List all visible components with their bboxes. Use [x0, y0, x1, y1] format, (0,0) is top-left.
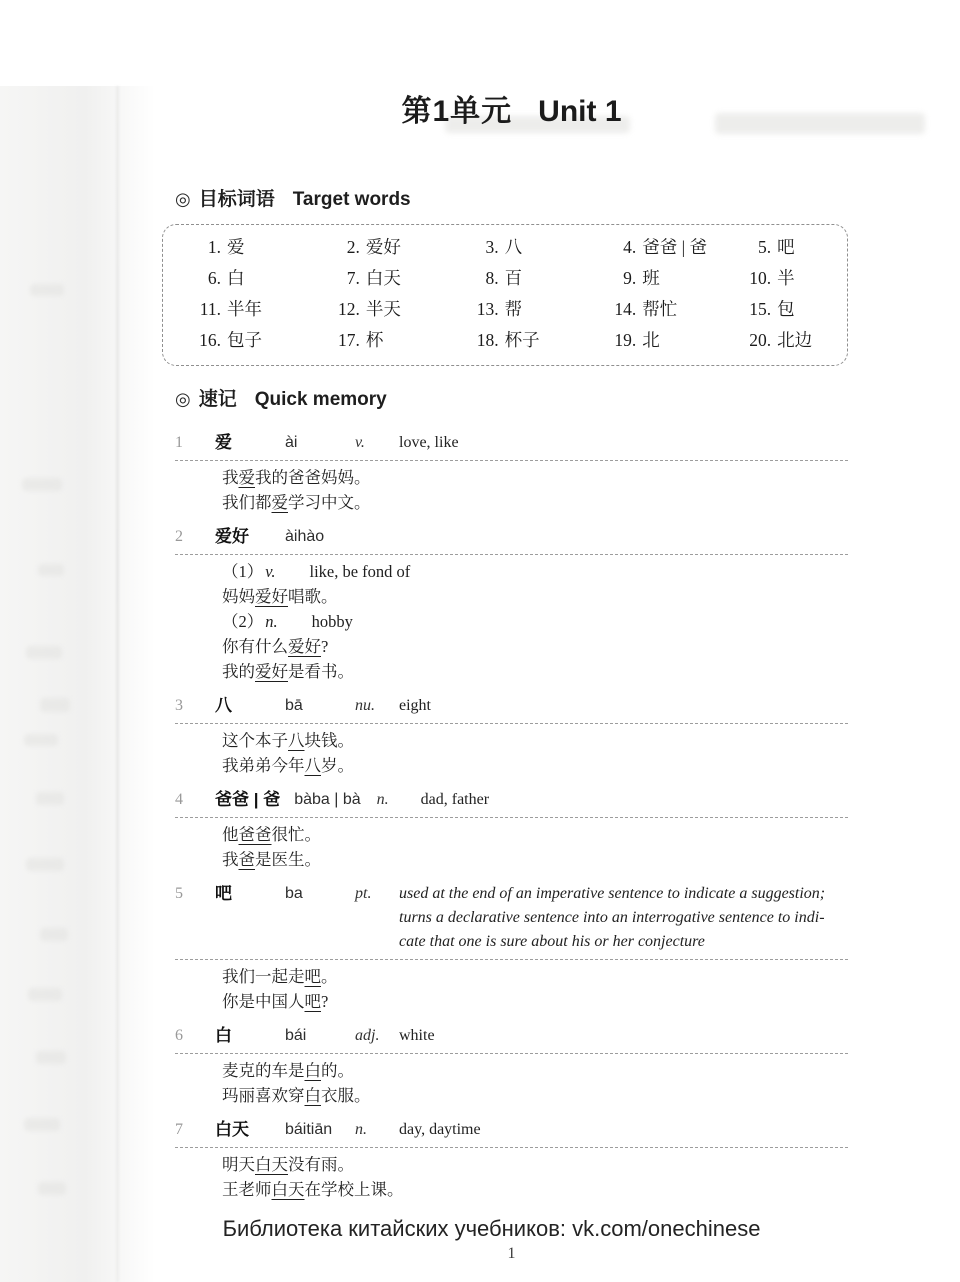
word-item [608, 327, 743, 354]
word-number: 6. [207, 268, 221, 288]
word-number: 20. [749, 330, 772, 350]
entry-header [175, 882, 848, 957]
entry-meaning: day, daytime [399, 1121, 481, 1138]
text-segment: 衣服。 [321, 1086, 371, 1105]
entry-number: 6 [175, 1027, 183, 1044]
word-item [193, 265, 332, 292]
section-target-words-heading [175, 184, 848, 211]
example-sentence [222, 964, 848, 989]
bleed-through-artifact [40, 928, 68, 941]
scan-left-margin [0, 86, 155, 1282]
word-number: 14. [614, 299, 637, 319]
quick-memory-entry [175, 788, 848, 878]
word-number: 15. [749, 299, 772, 319]
word-item [471, 296, 609, 323]
word-item [332, 265, 471, 292]
example-sentence [222, 634, 848, 659]
entry-number: 2 [175, 528, 183, 545]
entry-meaning-line: cate that one is sure about his or her conjecture [399, 933, 705, 950]
word-text: 包 [777, 299, 795, 319]
entry-pinyin: ài [285, 434, 298, 451]
word-text: 白天 [365, 268, 401, 288]
word-number: 12. [337, 299, 360, 319]
entry-meaning: love, like [399, 434, 459, 451]
entry-header [175, 431, 848, 458]
quick-memory-entry [175, 431, 848, 521]
bullseye-icon: ◎ [175, 189, 191, 209]
underlined-word: 爱好 [255, 662, 288, 681]
underlined-word: 白天 [255, 1155, 288, 1174]
entry-body [175, 724, 848, 784]
target-words-heading-zh: 目标词语 [198, 189, 275, 210]
word-number: 4. [623, 237, 637, 257]
entry-number: 5 [175, 885, 183, 902]
text-segment: 他 [222, 825, 239, 844]
word-item [743, 265, 833, 292]
text-segment: 妈妈 [222, 587, 255, 606]
text-segment: 你有什么 [222, 637, 288, 656]
word-text: 半天 [365, 299, 401, 319]
bleed-through-artifact [26, 858, 64, 871]
text-segment: 明天 [222, 1155, 255, 1174]
text-segment: ? [321, 637, 329, 656]
unit-title-zh: 第1单元 [401, 95, 513, 128]
word-text: 班 [642, 268, 660, 288]
entry-part-of-speech: adj. [355, 1027, 380, 1044]
word-item [193, 327, 332, 354]
entry-pinyin: ba [285, 885, 303, 902]
entry-part-of-speech: pt. [355, 885, 372, 902]
word-text: 八 [504, 237, 523, 257]
text-segment: 玛丽喜欢穿 [222, 1086, 305, 1105]
sense-label: （1） [222, 562, 264, 581]
word-text: 爸爸 | 爸 [642, 237, 707, 257]
word-number: 17. [337, 330, 360, 350]
word-text: 半年 [227, 299, 262, 319]
entry-meaning-line: used at the end of an imperative sentence to indicate a suggestion; [399, 885, 826, 902]
example-sentence [222, 1083, 848, 1108]
underlined-word: 爱好 [288, 637, 321, 656]
sense-line [222, 609, 848, 634]
entry-part-of-speech: nu. [355, 697, 375, 714]
entry-word: 白 [215, 1026, 232, 1045]
underlined-word: 爱好 [255, 587, 288, 606]
bleed-through-artifact [36, 1051, 66, 1064]
entry-meaning [399, 882, 848, 954]
bleed-through-artifact [26, 646, 62, 659]
bleed-through-artifact [28, 988, 62, 1001]
text-segment: 岁。 [321, 756, 354, 775]
text-segment: 王老师 [222, 1180, 272, 1199]
entry-pinyin: bàba | bà [294, 791, 361, 808]
target-words-grid [193, 234, 833, 354]
word-item [332, 234, 471, 261]
entry-header [175, 525, 848, 552]
word-number: 9. [623, 268, 637, 288]
example-sentence [222, 1152, 848, 1177]
section-quick-memory-heading [175, 384, 848, 411]
entry-body [175, 1054, 848, 1114]
entry-word: 爱 [215, 433, 232, 452]
entry-part-of-speech: v. [355, 434, 365, 451]
word-text: 帮 [504, 299, 523, 319]
word-number: 18. [476, 330, 499, 350]
text-segment: 我 [222, 468, 239, 487]
quick-memory-entries [175, 431, 848, 1208]
word-text: 包子 [227, 330, 262, 350]
word-number: 10. [749, 268, 772, 288]
word-text: 杯子 [504, 330, 540, 350]
word-number: 2. [346, 237, 360, 257]
entry-number: 4 [175, 791, 183, 808]
quick-memory-heading-zh: 速记 [198, 389, 237, 410]
underlined-word: 白 [304, 1061, 321, 1080]
bleed-through-artifact [40, 698, 70, 712]
word-item [332, 327, 471, 354]
example-sentence [222, 1177, 848, 1202]
underlined-word: 八 [304, 756, 321, 775]
text-segment: ? [321, 992, 329, 1011]
word-text: 爱 [227, 237, 245, 257]
word-number: 19. [614, 330, 637, 350]
word-item [743, 296, 833, 323]
entry-pinyin: báitiān [285, 1121, 333, 1138]
word-text: 白 [227, 268, 245, 288]
word-item [608, 296, 743, 323]
text-segment: 唱歌。 [288, 587, 338, 606]
word-item [608, 234, 743, 261]
entry-body [175, 461, 848, 521]
word-text: 爱好 [365, 237, 401, 257]
bleed-through-artifact [22, 478, 62, 491]
sense-gloss: hobby [311, 612, 353, 631]
entry-part-of-speech: n. [355, 1121, 367, 1138]
text-segment: 是医生。 [255, 850, 321, 869]
word-number: 3. [485, 237, 499, 257]
entry-header [175, 694, 848, 721]
footer-credit: Библиотека китайских учебников: vk.com/onechinese [222, 1216, 761, 1241]
entry-word: 爸爸 | 爸 [215, 790, 281, 809]
example-sentence [222, 753, 848, 778]
entry-part-of-speech: n. [376, 791, 389, 808]
entry-pinyin: bái [285, 1027, 307, 1044]
entry-header [175, 1024, 848, 1051]
page-content [175, 86, 848, 1263]
sense-part-of-speech: v. [265, 562, 276, 581]
entry-meaning: dad, father [420, 791, 490, 808]
text-segment: 我弟弟今年 [222, 756, 305, 775]
underlined-word: 吧 [304, 992, 321, 1011]
text-segment: 你是中国人 [222, 992, 305, 1011]
underlined-word: 八 [288, 731, 305, 750]
target-words-box [162, 224, 848, 366]
quick-memory-entry [175, 1118, 848, 1208]
word-text: 北 [642, 330, 660, 350]
entry-number: 1 [175, 434, 183, 451]
quick-memory-entry [175, 882, 848, 1020]
text-segment: 学习中文。 [288, 493, 371, 512]
entry-word: 八 [215, 696, 232, 715]
entry-body [175, 555, 848, 690]
page-edge-line [116, 86, 119, 1282]
sense-part-of-speech: n. [265, 612, 278, 631]
entry-body [175, 1148, 848, 1208]
word-number: 7. [346, 268, 360, 288]
entry-number: 7 [175, 1121, 183, 1138]
entry-word: 爱好 [215, 527, 249, 546]
word-text: 北边 [777, 330, 813, 350]
text-segment: 这个本子 [222, 731, 288, 750]
text-segment: 麦克的车是 [222, 1061, 305, 1080]
word-item [743, 234, 833, 261]
example-sentence [222, 728, 848, 753]
sense-gloss: like, be fond of [309, 562, 411, 581]
bleed-through-artifact [24, 1118, 60, 1131]
example-sentence [222, 1058, 848, 1083]
underlined-word: 爱 [238, 468, 255, 487]
entry-word: 吧 [215, 884, 232, 903]
text-segment: 在学校上课。 [304, 1180, 404, 1199]
underlined-word: 爸爸 [238, 825, 272, 844]
word-number: 13. [476, 299, 499, 319]
underlined-word: 爸 [238, 850, 255, 869]
word-text: 帮忙 [642, 299, 678, 319]
entry-header [175, 1118, 848, 1145]
entry-meaning: white [399, 1027, 435, 1044]
quick-memory-entry [175, 1024, 848, 1114]
entry-word: 白天 [215, 1120, 249, 1139]
underlined-word: 吧 [304, 967, 321, 986]
target-words-heading-en: Target words [292, 189, 411, 210]
entry-pinyin: bā [285, 697, 303, 714]
text-segment: 很忙。 [271, 825, 321, 844]
entry-body [175, 818, 848, 878]
entry-header [175, 788, 848, 815]
entry-number: 3 [175, 697, 183, 714]
word-item [332, 296, 471, 323]
text-segment: 的。 [321, 1061, 354, 1080]
text-segment: 我 [222, 850, 239, 869]
word-number: 8. [485, 268, 499, 288]
example-sentence [222, 847, 848, 872]
word-number: 16. [199, 330, 221, 350]
bleed-through-artifact [38, 1182, 66, 1195]
example-sentence [222, 490, 848, 515]
sense-label: （2） [222, 612, 264, 631]
word-number: 5. [757, 237, 772, 257]
example-sentence [222, 465, 848, 490]
unit-title-en: Unit 1 [538, 95, 622, 128]
quick-memory-heading-en: Quick memory [254, 389, 387, 410]
word-item [471, 327, 609, 354]
entry-body [175, 960, 848, 1020]
word-text: 半 [777, 268, 795, 288]
example-sentence [222, 659, 848, 684]
word-text: 杯 [365, 330, 384, 350]
page-number: 1 [507, 1245, 516, 1262]
text-segment: 是看书。 [288, 662, 354, 681]
word-number: 11. [199, 299, 221, 319]
text-segment: 我的 [222, 662, 255, 681]
text-segment: 块钱。 [304, 731, 354, 750]
word-item [193, 296, 332, 323]
underlined-word: 白 [304, 1086, 321, 1105]
example-sentence [222, 822, 848, 847]
text-segment: 我们都 [222, 493, 272, 512]
bleed-through-artifact [36, 792, 64, 805]
bleed-through-artifact [24, 734, 58, 746]
example-sentence [222, 989, 848, 1014]
entry-meaning-line: turns a declarative sentence into an interrogative sentence to indi- [399, 909, 825, 926]
bullseye-icon: ◎ [175, 389, 191, 409]
entry-pinyin: àihào [285, 528, 325, 545]
word-text: 百 [504, 268, 523, 288]
bleed-through-artifact [38, 564, 64, 576]
word-text: 吧 [777, 237, 795, 257]
word-item [608, 265, 743, 292]
word-item [471, 234, 609, 261]
text-segment: 。 [321, 967, 338, 986]
word-item [743, 327, 833, 354]
quick-memory-entry [175, 694, 848, 784]
example-sentence [222, 584, 848, 609]
sense-line [222, 559, 848, 584]
quick-memory-entry [175, 525, 848, 690]
word-number: 1. [207, 237, 221, 257]
word-item [193, 234, 332, 261]
text-segment: 我们一起走 [222, 967, 305, 986]
word-item [471, 265, 609, 292]
bleed-through-artifact [30, 284, 64, 296]
underlined-word: 白天 [271, 1180, 305, 1199]
entry-meaning: eight [399, 697, 431, 714]
text-segment: 没有雨。 [288, 1155, 354, 1174]
underlined-word: 爱 [271, 493, 288, 512]
text-segment: 我的爸爸妈妈。 [255, 468, 371, 487]
page-title [175, 86, 848, 130]
